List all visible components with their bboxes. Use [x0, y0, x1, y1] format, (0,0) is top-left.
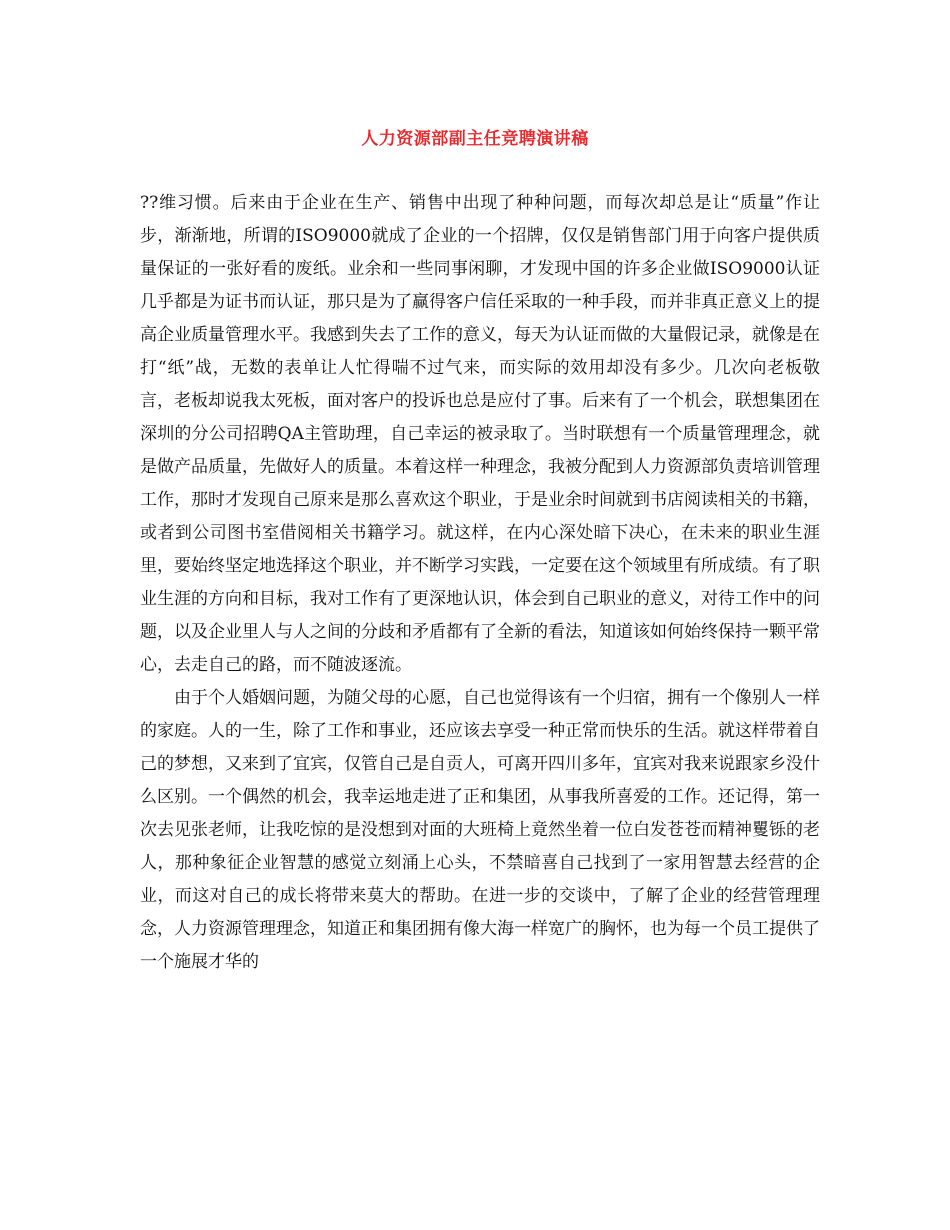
- document-body: [140, 187, 820, 979]
- paragraph-2: 由于个人婚姻问题，为随父母的心愿，自己也觉得该有一个归宿，拥有一个像别人一样的家庭。人的一生，除了工作和事业，还应该去享受一种正常而快乐的生活。就这样带着自己的梦想，又来到了宜宾，仅管自己是自贡人，可离开四川多年，宜宾对我来说跟家乡没什么区别。一个偶然的机会，我幸运地走进了正和集团，从事我所喜爱的工作。还记得，第一次去见张老师，让我吃惊的是没想到对面的大班椅上竟然坐着一位白发苍苍而精神矍铄的老人，那种象征企业智慧的感觉立刻涌上心头，不禁暗喜自己找到了一家用智慧去经营的企业，而这对自己的成长将带来莫大的帮助。在进一步的交谈中，了解了企业的经营管理理念，人力资源管理理念，知道正和集团拥有像大海一样宽广的胸怀，也为每一个员工提供了一个施展才华的: [140, 688, 820, 972]
- document-title: 人力资源部副主任竞聘演讲稿: [361, 129, 589, 149]
- paragraph-1: ??维习惯。后来由于企业在生产、销售中出现了种种问题，而每次却总是让“质量”作让步，渐渐地，所谓的ISO9000就成了企业的一个招牌，仅仅是销售部门用于向客户提供质量保证的一张好看的废纸。业余和一些同事闲聊，才发现中国的许多企业做ISO9000认证几乎都是为证书而认证，那只是为了赢得客户信任采取的一种手段，而并非真正意义上的提高企业质量管理水平。我感到失去了工作的意义，每天为认证而做的大量假记录，就像是在打“纸”战，无数的表单让人忙得喘不过气来，而实际的效用却没有多少。几次向老板敬言，老板却说我太死板，面对客户的投诉也总是应付了事。后来有了一个机会，联想集团在深圳的分公司招聘QA主管助理，自己幸运的被录取了。当时联想有一个质量管理理念，就是做产品质量，先做好人的质量。本着这样一种理念，我被分配到人力资源部负责培训管理工作，那时才发现自己原来是那么喜欢这个职业，于是业余时间就到书店阅读相关的书籍，或者到公司图书室借阅相关书籍学习。就这样，在内心深处暗下决心，在未来的职业生涯里，要始终坚定地选择这个职业，并不断学习实践，一定要在这个领域里有所成绩。有了职业生涯的方向和目标，我对工作有了更深地认识，体会到自己职业的意义，对待工作中的问题，以及企业里人与人之间的分歧和矛盾都有了全新的看法，知道该如何始终保持一颗平常心，去走自己的路，而不随波逐流。: [140, 193, 820, 675]
